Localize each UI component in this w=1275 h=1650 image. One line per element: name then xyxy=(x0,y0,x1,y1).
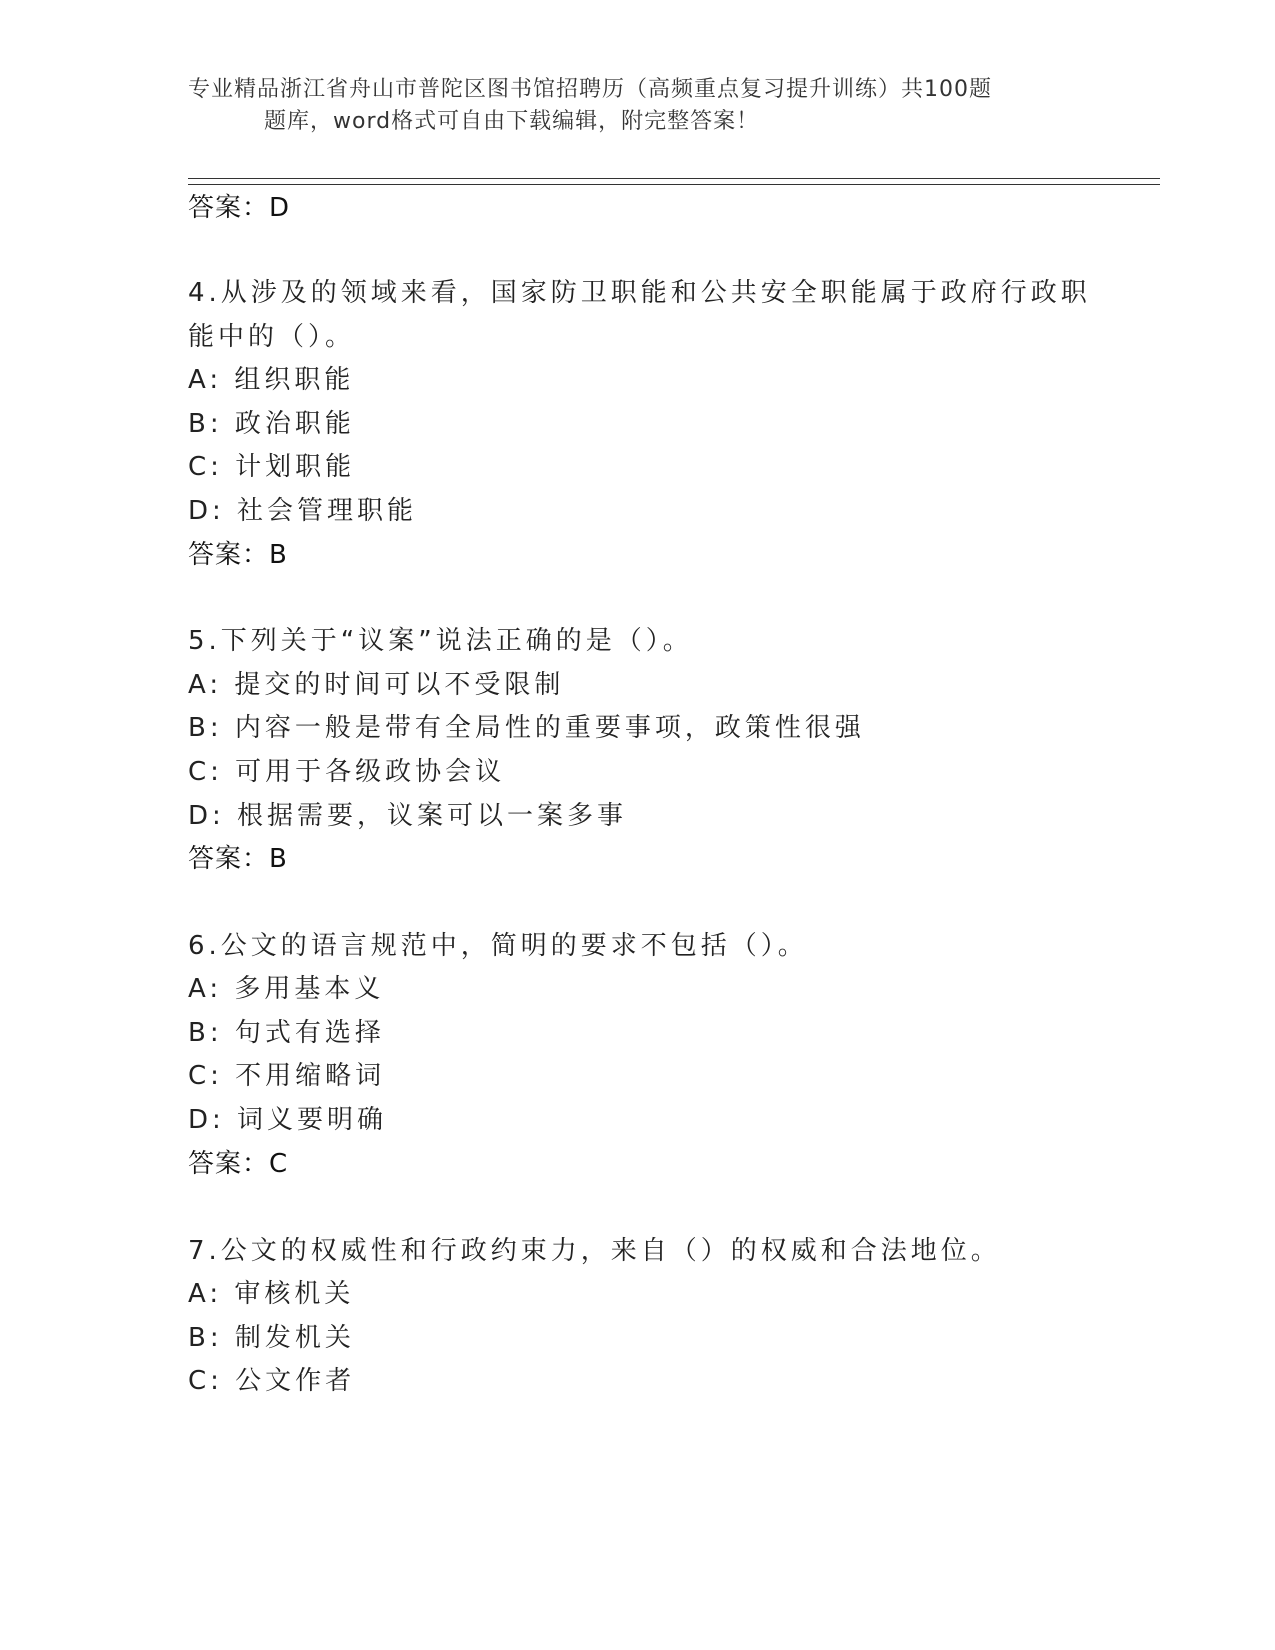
q4-stem-line-1: 4.从涉及的领域来看，国家防卫职能和公共安全职能属于政府行政职 xyxy=(188,278,1091,308)
q6-option-d: D: 词义要明确 xyxy=(188,1105,388,1135)
q6-option-a: A: 多用基本义 xyxy=(188,974,385,1004)
header-line-2: 题库，word格式可自由下载编辑，附完整答案！ xyxy=(264,109,760,134)
q5-option-b: B: 内容一般是带有全局性的重要事项，政策性很强 xyxy=(188,713,865,743)
q7-option-b: B: 制发机关 xyxy=(188,1323,355,1353)
q5-option-a: A: 提交的时间可以不受限制 xyxy=(188,670,565,700)
q4-stem-line-2: 能中的（）。 xyxy=(188,322,356,352)
q4-option-b: B: 政治职能 xyxy=(188,409,355,439)
header-rule-bottom xyxy=(188,184,1160,185)
q7-stem: 7.公文的权威性和行政约束力，来自（）的权威和合法地位。 xyxy=(188,1236,1001,1266)
q6-stem: 6.公文的语言规范中，简明的要求不包括（）。 xyxy=(188,931,808,961)
q5-stem: 5.下列关于“议案”说法正确的是（）。 xyxy=(188,626,693,656)
q4-answer: 答案：B xyxy=(188,540,288,570)
q5-option-d: D: 根据需要，议案可以一案多事 xyxy=(188,801,628,831)
q6-option-c: C: 不用缩略词 xyxy=(188,1061,386,1091)
answer-prev: 答案：D xyxy=(188,193,291,223)
header-rule-top xyxy=(188,178,1160,179)
document-header xyxy=(188,74,1068,138)
q5-option-c: C: 可用于各级政协会议 xyxy=(188,757,506,787)
q5-answer: 答案：B xyxy=(188,844,288,874)
q7-option-a: A: 审核机关 xyxy=(188,1279,355,1309)
q4-option-a: A: 组织职能 xyxy=(188,365,355,395)
q4-option-c: C: 计划职能 xyxy=(188,452,356,482)
q6-option-b: B: 句式有选择 xyxy=(188,1018,385,1048)
q7-option-c: C: 公文作者 xyxy=(188,1366,356,1396)
q6-answer: 答案：C xyxy=(188,1149,289,1179)
header-line-1: 专业精品浙江省舟山市普陀区图书馆招聘历（高频重点复习提升训练）共100题 xyxy=(188,77,992,102)
q4-option-d: D: 社会管理职能 xyxy=(188,496,418,526)
